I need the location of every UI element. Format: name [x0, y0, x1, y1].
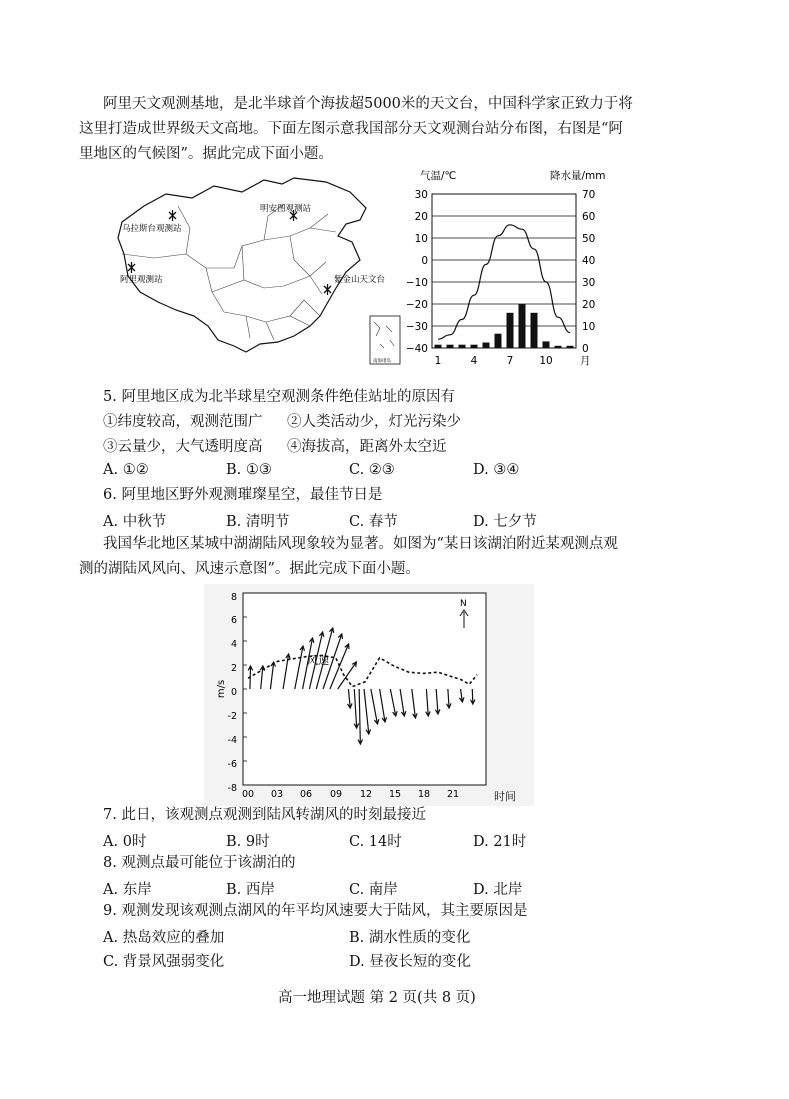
wind-y-tick: 6: [230, 615, 237, 626]
q6-option-d[interactable]: D. 七夕节: [473, 514, 537, 530]
climate-right-tick: 10: [582, 321, 596, 333]
q6-stem: 6. 阿里地区野外观测璀璨星空，最佳节日是: [103, 487, 383, 503]
page-footer: 高一地理试题 第 2 页(共 8 页): [278, 990, 476, 1006]
wind-x-tick: 00: [241, 789, 255, 800]
q5-statement-3: ③云量少，大气透明度高: [103, 439, 263, 455]
wind-x-axis-label: 时间: [494, 790, 516, 803]
climate-plot-frame: [432, 194, 576, 348]
q9-option-b[interactable]: B. 湖水性质的变化: [349, 930, 471, 946]
climate-right-tick: 70: [582, 189, 596, 201]
precipitation-bar: [435, 345, 442, 348]
climate-x-unit: 月: [580, 355, 591, 367]
q7-option-a[interactable]: A. 0时: [103, 834, 147, 850]
precipitation-bar: [495, 334, 502, 348]
wind-y-axis-label: m/s: [216, 679, 227, 699]
precipitation-bar: [531, 313, 538, 348]
q9-option-d[interactable]: D. 昼夜长短的变化: [349, 954, 471, 970]
south-china-sea-inset: [370, 316, 400, 364]
precipitation-bar: [507, 313, 514, 348]
wind-x-tick: 15: [388, 789, 402, 800]
wind-y-tick: 4: [230, 639, 237, 650]
intro2-line-1: 我国华北地区某城中湖湖陆风现象较为显著。如图为“某日该湖泊附近某观测点观: [103, 536, 618, 552]
q5-statement-1: ①纬度较高，观测范围广: [103, 414, 263, 430]
north-label: N: [460, 599, 467, 609]
climate-left-axis-label: 气温/℃: [420, 170, 457, 182]
intro-line-1: 阿里天文观测基地，是北半球首个海拔超5000米的天文台，中国科学家正致力于将: [103, 96, 633, 112]
q6-option-b[interactable]: B. 清明节: [226, 514, 290, 530]
climate-left-tick: 20: [414, 211, 428, 223]
climate-right-tick: 60: [582, 211, 596, 223]
q5-statement-4: ④海拔高，距离外太空近: [287, 439, 447, 455]
q5-option-d[interactable]: D. ③④: [473, 462, 520, 478]
q9-option-c[interactable]: C. 背景风强弱变化: [103, 954, 225, 970]
q7-option-d[interactable]: D. 21时: [473, 834, 527, 850]
climate-left-tick: 0: [421, 255, 428, 267]
climate-left-tick: −20: [405, 299, 428, 311]
climate-left-tick: 10: [414, 233, 428, 245]
climate-month-tick: 7: [506, 355, 514, 367]
climate-left-tick: 30: [414, 189, 428, 201]
climate-month-tick: 4: [470, 355, 478, 367]
intro-line-2: 这里打造成世界级天文高地。下面左图示意我国部分天文观测台站分布图，右图是“阿: [79, 121, 623, 137]
climate-month-tick: 1: [434, 355, 442, 367]
q8-option-c[interactable]: C. 南岸: [349, 882, 398, 898]
climate-right-tick: 30: [582, 277, 596, 289]
inset-label: 南海诸岛: [373, 359, 391, 364]
q8-option-d[interactable]: D. 北岸: [473, 882, 523, 898]
climate-month-tick: 10: [539, 355, 553, 367]
station-label-wulasitai: 乌拉斯台观测站: [122, 224, 182, 234]
q7-option-c[interactable]: C. 14时: [349, 834, 402, 850]
q5-option-c[interactable]: C. ②③: [349, 462, 395, 478]
wind-speed-label: 风速: [307, 654, 329, 667]
wind-x-tick: 21: [446, 789, 460, 800]
q5-statement-2: ②人类活动少，灯光污染少: [287, 414, 461, 430]
q5-option-a[interactable]: A. ①②: [103, 462, 149, 478]
q7-stem: 7. 此日，该观测点观测到陆风转湖风的时刻最接近: [103, 807, 426, 823]
precipitation-bar: [459, 345, 466, 348]
climate-right-tick: 40: [582, 255, 596, 267]
climate-right-tick: 50: [582, 233, 596, 245]
q7-option-b[interactable]: B. 9时: [226, 834, 270, 850]
precipitation-bar: [519, 304, 526, 348]
q9-option-a[interactable]: A. 热岛效应的叠加: [103, 930, 225, 946]
precipitation-bar: [543, 341, 550, 348]
climate-right-tick: 20: [582, 299, 596, 311]
wind-x-tick: 03: [270, 789, 284, 800]
wind-x-tick: 06: [299, 789, 313, 800]
precipitation-bar: [471, 345, 478, 348]
intro-line-3: 里地区的气候图”。据此完成下面小题。: [79, 146, 333, 162]
precipitation-bar: [555, 346, 562, 348]
climate-right-tick: 0: [582, 343, 589, 355]
wind-y-tick: -6: [227, 759, 237, 770]
wind-y-tick: -4: [227, 735, 237, 746]
precipitation-bar: [567, 346, 574, 348]
climate-left-tick: −30: [405, 321, 428, 333]
wind-x-tick: 09: [329, 789, 343, 800]
climate-chart: [404, 162, 634, 376]
wind-y-tick: -2: [227, 711, 237, 722]
q6-option-a[interactable]: A. 中秋节: [103, 514, 167, 530]
intro2-line-2: 测的湖陆风风向、风速示意图”。据此完成下面小题。: [79, 561, 420, 577]
china-station-map: [114, 176, 404, 372]
q8-stem: 8. 观测点最可能位于该湖泊的: [103, 855, 296, 871]
wind-y-tick: -8: [227, 783, 237, 794]
wind-x-tick: 12: [359, 789, 373, 800]
station-label-mingantu: 明安图观测站: [260, 204, 312, 214]
wind-y-tick: 2: [230, 663, 237, 674]
station-label-ali: 阿里观测站: [120, 275, 163, 285]
climate-right-axis-label: 降水量/mm: [550, 170, 606, 182]
q8-option-b[interactable]: B. 西岸: [226, 882, 275, 898]
q6-option-c[interactable]: C. 春节: [349, 514, 398, 530]
precipitation-bar: [447, 345, 454, 348]
q9-stem: 9. 观测发现该观测点湖风的年平均风速要大于陆风，其主要原因是: [103, 903, 528, 919]
q5-stem: 5. 阿里地区成为北半球星空观测条件绝佳站址的原因有: [103, 389, 455, 405]
q5-option-b[interactable]: B. ①③: [226, 462, 272, 478]
wind-x-tick: 18: [417, 789, 431, 800]
climate-left-tick: −10: [405, 277, 428, 289]
lake-land-wind-chart: [204, 584, 534, 806]
q8-option-a[interactable]: A. 东岸: [103, 882, 152, 898]
station-label-zijinshan: 紫金山天文台: [334, 275, 386, 285]
wind-y-tick: 8: [230, 592, 237, 603]
wind-y-tick: 0: [230, 687, 237, 698]
precipitation-bar: [483, 343, 490, 349]
climate-left-tick: −40: [405, 343, 428, 355]
